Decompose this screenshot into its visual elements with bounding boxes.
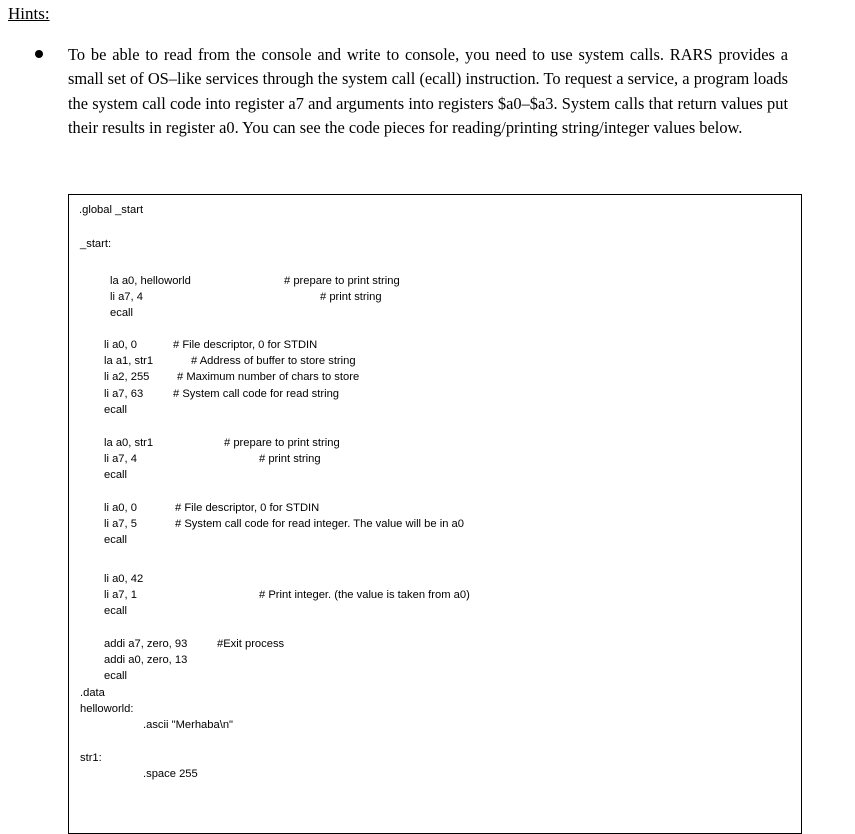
code-global: .global _start <box>79 204 144 216</box>
code-line: .space 255 <box>143 768 198 780</box>
code-line: li a7, 4 <box>110 291 143 303</box>
hint-paragraph: To be able to read from the console and write to console, you need to use system calls. RARS provides a small set of OS–like services through the system call (ecall) instruction. To request a service, a program loads the system call code into register a7 and arguments into registers $a0–$a3. System calls that return values put their results in register a0. You can see the code pieces for reading/printing string/integer values below. <box>68 45 788 137</box>
code-comment: # Print integer. (the value is taken from a0) <box>259 589 470 601</box>
code-line: li a0, 42 <box>104 573 144 585</box>
code-comment: # prepare to print string <box>284 275 400 287</box>
code-line: ecall <box>104 670 128 682</box>
code-line: li a0, 0 <box>104 339 137 351</box>
code-line: la a0, helloworld <box>110 275 191 287</box>
code-line: li a7, 5 <box>104 518 137 530</box>
code-start-label: _start: <box>80 238 112 250</box>
code-line: la a0, str1 <box>104 437 154 449</box>
code-line: addi a0, zero, 13 <box>104 654 188 666</box>
code-line: ecall <box>104 404 128 416</box>
code-line: ecall <box>104 605 128 617</box>
code-comment: # prepare to print string <box>224 437 340 449</box>
code-comment: # Address of buffer to store string <box>191 355 356 367</box>
code-line: .ascii "Merhaba\n" <box>143 719 234 731</box>
code-comment: # File descriptor, 0 for STDIN <box>175 502 320 514</box>
code-comment: # File descriptor, 0 for STDIN <box>173 339 318 351</box>
code-comment: #Exit process <box>217 638 285 650</box>
code-comment: # System call code for read integer. The value will be in a0 <box>175 518 464 530</box>
code-comment: # print string <box>259 453 321 465</box>
code-data-label: .data <box>80 687 105 699</box>
code-comment: # print string <box>320 291 382 303</box>
code-line: ecall <box>104 469 128 481</box>
code-comment: # System call code for read string <box>173 388 340 400</box>
code-comment: # Maximum number of chars to store <box>177 371 360 383</box>
code-line: li a0, 0 <box>104 502 137 514</box>
code-line: li a7, 63 <box>104 388 144 400</box>
bullet-icon <box>35 50 43 58</box>
code-helloworld-label: helloworld: <box>80 703 134 715</box>
code-line: li a7, 1 <box>104 589 137 601</box>
code-line: li a7, 4 <box>104 453 137 465</box>
code-str1-label: str1: <box>80 752 102 764</box>
code-box <box>68 194 802 834</box>
hints-heading: Hints: <box>8 4 50 23</box>
code-line: addi a7, zero, 93 <box>104 638 188 650</box>
code-line: ecall <box>110 307 134 319</box>
code-line: ecall <box>104 534 128 546</box>
code-line: li a2, 255 <box>104 371 150 383</box>
code-line: la a1, str1 <box>104 355 154 367</box>
